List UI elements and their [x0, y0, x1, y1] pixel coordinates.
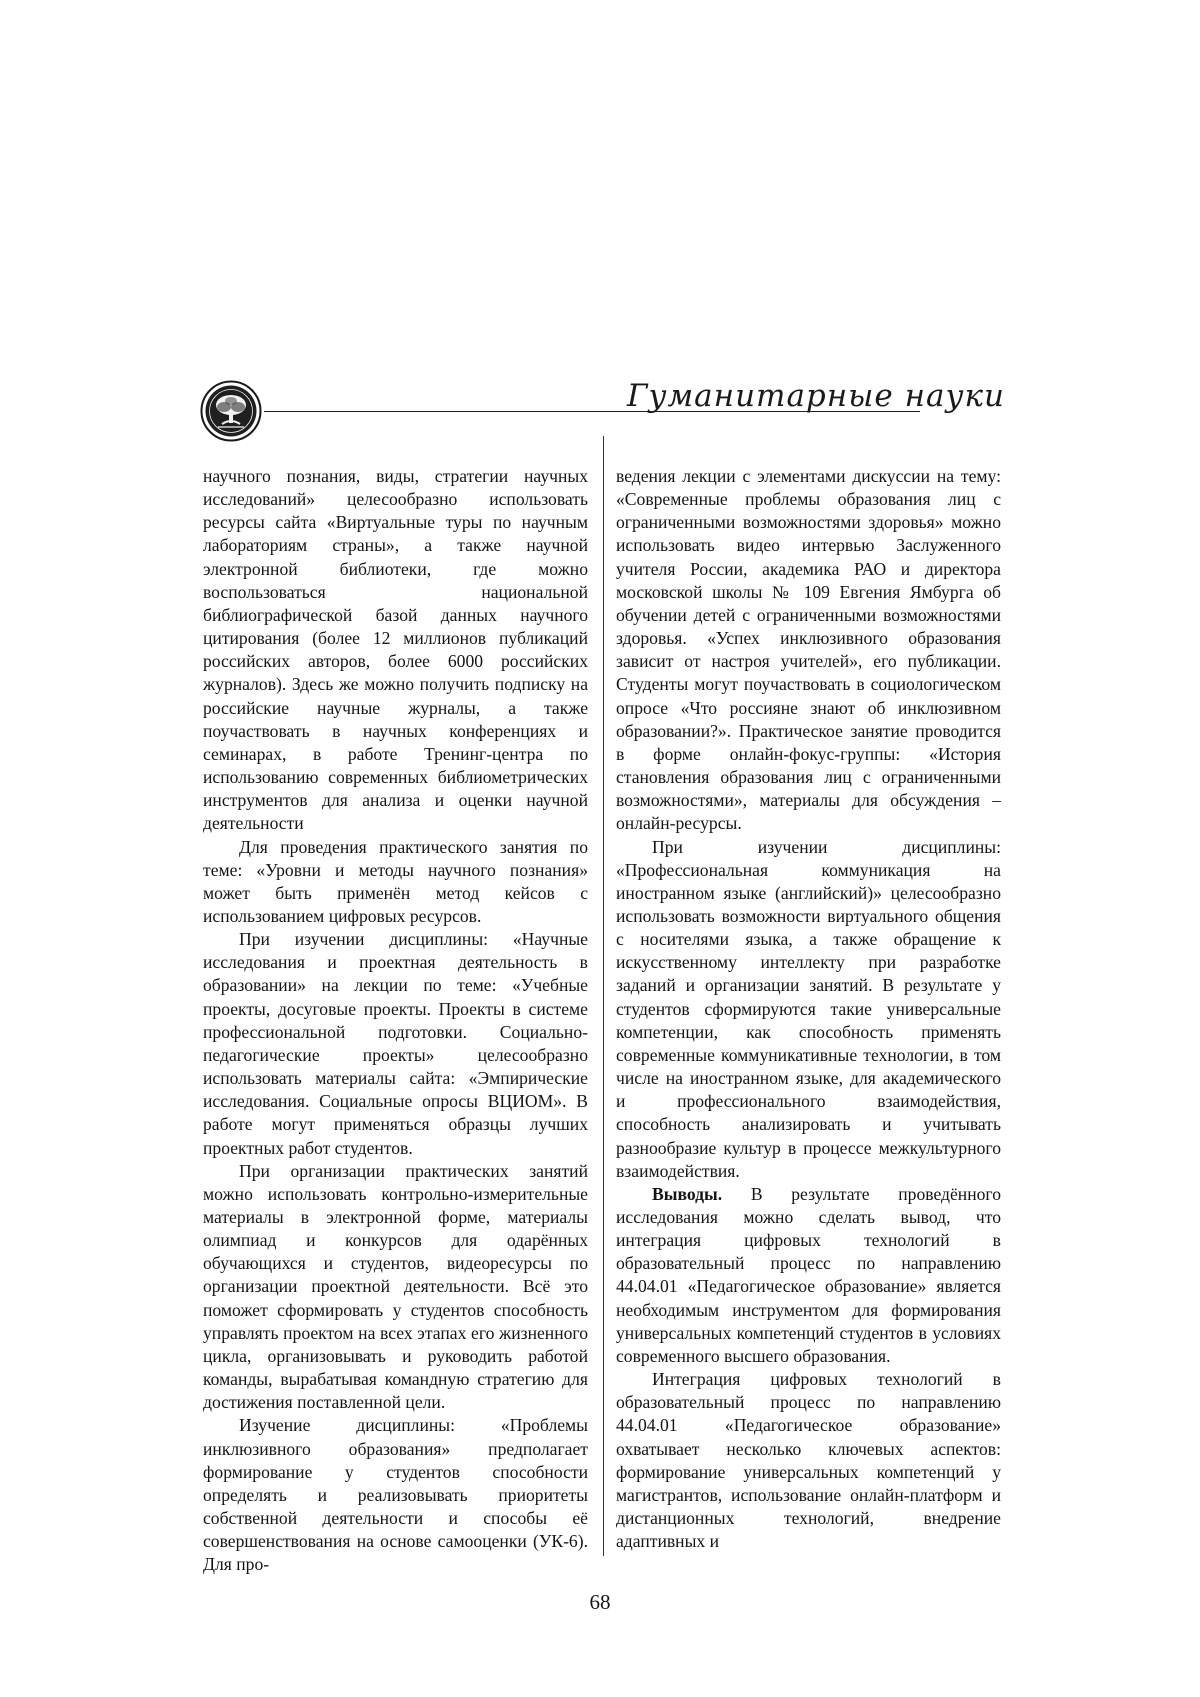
- paragraph: Интеграция цифровых технологий в образовательный процесс по направлению 44.04.01 «Педагогическое образование» охватывает несколько ключевых аспектов: формирование универсальных компетенций у магистрантов, использование онлайн-платформ и дистанционных технологий, внедрение адаптивных и: [616, 1369, 1001, 1552]
- left-column: [203, 465, 588, 1577]
- section-title: Гуманитарные науки: [626, 378, 1005, 414]
- paragraph: научного познания, виды, стратегии научных исследований» целесообразно использовать ресурсы сайта «Виртуальные туры по научным лабораториям страны», а также научной электронной библиотеки, где можно воспользоваться национальной библиографической базой данных научного цитирования (более 12 миллионов публикаций российских авторов, более 6000 российских журналов). Здесь же можно получить подписку на российские научные журналы, а также поучаствовать в научных конференциях и семинарах, в работе Тренинг-центра по использованию современных библиометрических инструментов для анализа и оценки научной деятельности: [203, 466, 588, 834]
- tree-emblem-icon: [200, 380, 262, 442]
- conclusions-text: В результате проведённого исследования можно сделать вывод, что интеграция цифровых технологий в образовательный процесс по направлению 44.04.01 «Педагогическое образование» является необходимым инструментом для формирования универсальных компетенций студентов в условиях современного высшего образования.: [616, 1183, 1001, 1366]
- paragraph: Изучение дисциплины: «Проблемы инклюзивного образования» предполагает формирование у студентов способности определять и реализовывать приоритеты собственной деятельности и способы её совершенствования на основе самооценки (УК-6). Для про-: [203, 1415, 588, 1575]
- page-number: 68: [589, 1590, 611, 1614]
- paragraph: ведения лекции с элементами дискуссии на тему: «Современные проблемы образования лиц с ограниченными возможностями здоровья» можно использовать видео интервью Заслуженного учителя России, академика РАО и директора московской школы № 109 Евгения Ямбурга об обучении детей с ограниченными возможностями здоровья. «Успех инклюзивного образования зависит от настроя учителей», его публикации. Студенты могут поучаствовать в социологическом опросе «Что россияне знают об инклюзивном образовании?». Практическое занятие проводится в форме онлайн-фокус-группы: «История становления образования лиц с ограниченными возможностями», материалы для обсуждения – онлайн-ресурсы.: [616, 466, 1001, 834]
- paragraph: При организации практических занятий можно использовать контрольно-измерительные материалы в электронной форме, материалы олимпиад и конкурсов для одарённых обучающихся и студентов, видеоресурсы по организации проектной деятельности. Всё это поможет сформировать у студентов способность управлять проектом на всех этапах его жизненного цикла, организовывать и руководить работой команды, вырабатывая командную стратегию для достижения поставленной цели.: [203, 1160, 588, 1413]
- column-divider: [603, 436, 604, 1556]
- paragraph: При изучении дисциплины: «Научные исследования и проектная деятельность в образовании» на лекции по теме: «Учебные проекты, досуговые проекты. Проекты в системе профессиональной подготовки. Социально-педагогические проекты» целесообразно использовать материалы сайта: «Эмпирические исследования. Социальные опросы ВЦИОМ». В работе могут применяться образцы лучших проектных работ студентов.: [203, 929, 588, 1158]
- paragraph: При изучении дисциплины: «Профессиональная коммуникация на иностранном языке (английский)» целесообразно использовать возможности виртуального общения с носителями языка, а также обращение к искусственному интеллекту при разработке заданий и организации занятий. В результате у студентов сформируются такие универсальные компетенции, как способность применять современные коммуникативные технологии, в том числе на иностранном языке, для академического и профессионального взаимодействия, способность анализировать и учитывать разнообразие культур в процессе межкультурного взаимодействия.: [616, 836, 1001, 1181]
- right-column: [616, 465, 1001, 1553]
- conclusions-paragraph: [616, 1183, 1001, 1368]
- conclusions-label: Выводы.: [652, 1183, 723, 1204]
- paragraph: Для проведения практического занятия по теме: «Уровни и методы научного познания» может быть применён метод кейсов с использованием цифровых ресурсов.: [203, 836, 588, 926]
